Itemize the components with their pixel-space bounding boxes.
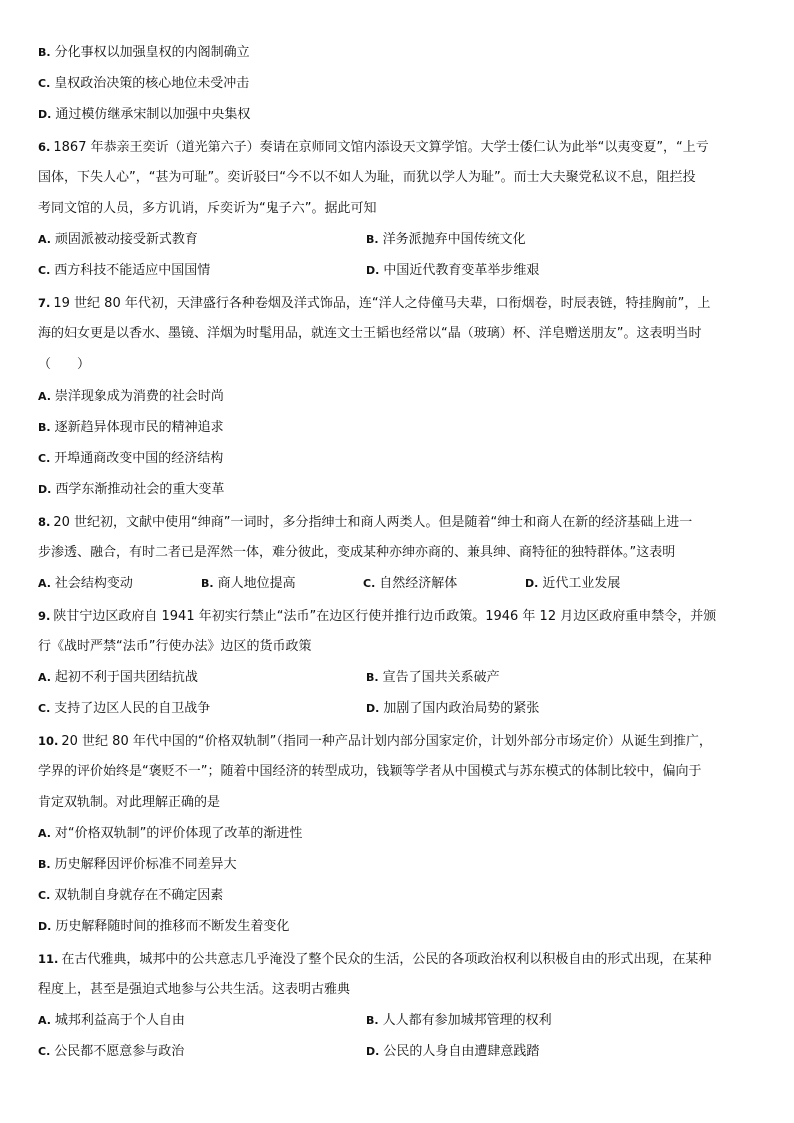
q8-option-c: C. 自然经济解体 — [363, 576, 458, 591]
question-text: 20 世纪 80 年代中国的“价格双轨制”（指同一种产品计划内部分国家定价，计划外部分市场定价）从诞生到推广， — [61, 734, 712, 749]
q7-stem-line-1 — [38, 294, 760, 313]
q8-option-a: A. 社会结构变动 — [38, 576, 133, 591]
q6-option-b: B. 洋务派抛弃中国传统文化 — [366, 232, 526, 247]
question-text: 19 世纪 80 年代初，天津盛行各种卷烟及洋式饰品，连“洋人之侍僮马夫辈，口衔烟卷，时辰表链，特挂胸前”，上 — [53, 296, 711, 311]
q11-option-b: B. 人人都有参加城邦管理的权利 — [366, 1013, 552, 1028]
q11-option-a: A. 城邦利益高于个人自由 — [38, 1013, 185, 1028]
q9-stem-line-1 — [38, 607, 760, 626]
q6-stem-line-1 — [38, 138, 760, 157]
question-number: 7. — [38, 296, 51, 310]
q5-option-d — [38, 106, 760, 124]
q8-stem-line-2 — [38, 544, 760, 562]
question-text: 20 世纪初，文献中使用“绅商”一词时，多分指绅士和商人两类人。但是随着“绅士和商人在新的经济基础上进一 — [53, 515, 693, 530]
q10-option-a: A. 对“价格双轨制”的评价体现了改革的渐进性 — [38, 826, 303, 841]
option-text: 皇权政治决策的核心地位未受冲击 — [54, 76, 250, 91]
question-number: 10. — [38, 734, 59, 748]
q11-options-row-2 — [38, 1043, 760, 1061]
q7-option-a: A. 崇洋现象成为消费的社会时尚 — [38, 389, 224, 404]
q6-options-row-1 — [38, 231, 760, 249]
q11-options-row-1 — [38, 1012, 760, 1030]
q7-stem-line-3 — [38, 356, 760, 374]
question-text: 程度上，甚至是强迫式地参与公共生活。这表明古雅典 — [38, 982, 351, 997]
answer-parentheses: （ ） — [38, 357, 91, 372]
question-number: 11. — [38, 952, 59, 966]
q6-option-a: A. 顽固派被动接受新式教育 — [38, 232, 198, 247]
q10-stem-line-2 — [38, 763, 760, 781]
q7-option-b: B. 逐新趋异体现市民的精神追求 — [38, 420, 224, 435]
question-text: 考同文馆的人员，多方讥诮，斥奕䜣为“鬼子六”。据此可知 — [38, 201, 377, 216]
question-text: 在古代雅典，城邦中的公共意志几乎淹没了整个民众的生活，公民的各项政治权利以积极自由的形式出现，在某种 — [61, 952, 712, 967]
q9-stem-line-2 — [38, 638, 760, 656]
question-text: 国体，下失人心”，“甚为可耻”。奕䜣驳曰“今不以不如人为耻，而犹以学人为耻”。而士大夫聚党私议不息，阻拦投 — [38, 170, 696, 185]
q6-options-row-2 — [38, 262, 760, 280]
q10-option-c: C. 双轨制自身就存在不确定因素 — [38, 888, 224, 903]
q9-options-row-2 — [38, 700, 760, 718]
q6-stem-line-3 — [38, 200, 760, 218]
question-number: 6. — [38, 140, 51, 154]
q5-option-c — [38, 75, 760, 93]
q10-option-d: D. 历史解释随时间的推移而不断发生着变化 — [38, 919, 290, 934]
q11-stem-line-2 — [38, 981, 760, 999]
question-text: 学界的评价始终是“褒贬不一”；随着中国经济的转型成功，钱颖等学者从中国模式与苏东模式的体制比较中，偏向于 — [38, 764, 702, 779]
q7-option-d: D. 西学东渐推动社会的重大变革 — [38, 482, 225, 497]
question-text: 海的妇女更是以香水、墨镜、洋烟为时髦用品，就连文士王韬也经常以“晶（玻璃）杯、洋皂赠送朋友”。这表明当时 — [38, 326, 702, 341]
q9-option-a: A. 起初不利于国共团结抗战 — [38, 670, 198, 685]
option-text: 通过模仿继承宋制以加强中央集权 — [55, 107, 251, 122]
question-text: 1867 年恭亲王奕䜣（道光第六子）奏请在京师同文馆内添设天文算学馆。大学士倭仁认为此举“以夷变夏”，“上亏 — [53, 140, 709, 155]
option-label: D. — [38, 108, 52, 121]
question-text: 肯定双轨制。对此理解正确的是 — [38, 795, 221, 810]
q8-stem-line-1 — [38, 513, 760, 532]
q10-stem-line-3 — [38, 794, 760, 812]
q9-options-row-1 — [38, 669, 760, 687]
q6-option-d: D. 中国近代教育变革举步维艰 — [366, 263, 540, 278]
q9-option-c: C. 支持了边区人民的自卫战争 — [38, 701, 211, 716]
q10-stem-line-1 — [38, 732, 760, 751]
q10-option-b: B. 历史解释因评价标准不同差异大 — [38, 857, 237, 872]
q11-option-d: D. 公民的人身自由遭肆意践踏 — [366, 1044, 540, 1059]
q7-option-c: C. 开埠通商改变中国的经济结构 — [38, 451, 224, 466]
option-label: B. — [38, 46, 51, 59]
question-text: 陕甘宁边区政府自 1941 年初实行禁止“法币”在边区行使并推行边币政策。1946 年 12 月边区政府重申禁令，并颁 — [53, 609, 717, 624]
q11-option-c: C. 公民都不愿意参与政治 — [38, 1044, 185, 1059]
question-number: 9. — [38, 609, 51, 623]
q8-option-b: B. 商人地位提高 — [201, 576, 296, 591]
q9-option-b: B. 宣告了国共关系破产 — [366, 670, 500, 685]
option-label: C. — [38, 77, 51, 90]
q11-stem-line-1 — [38, 950, 760, 969]
question-text: 行《战时严禁“法币”行使办法》边区的货币政策 — [38, 639, 312, 654]
question-number: 8. — [38, 515, 51, 529]
q5-option-b — [38, 44, 760, 62]
q6-option-c: C. 西方科技不能适应中国国情 — [38, 263, 211, 278]
option-text: 分化事权以加强皇权的内阁制确立 — [54, 45, 250, 60]
q8-option-d: D. 近代工业发展 — [525, 576, 621, 591]
q6-stem-line-2 — [38, 169, 760, 187]
q7-stem-line-2 — [38, 325, 760, 343]
question-text: 步渗透、融合，有时二者已是浑然一体，难分彼此，变成某种亦绅亦商的、兼具绅、商特征的独特群体。”这表明 — [38, 545, 676, 560]
q9-option-d: D. 加剧了国内政治局势的紧张 — [366, 701, 540, 716]
